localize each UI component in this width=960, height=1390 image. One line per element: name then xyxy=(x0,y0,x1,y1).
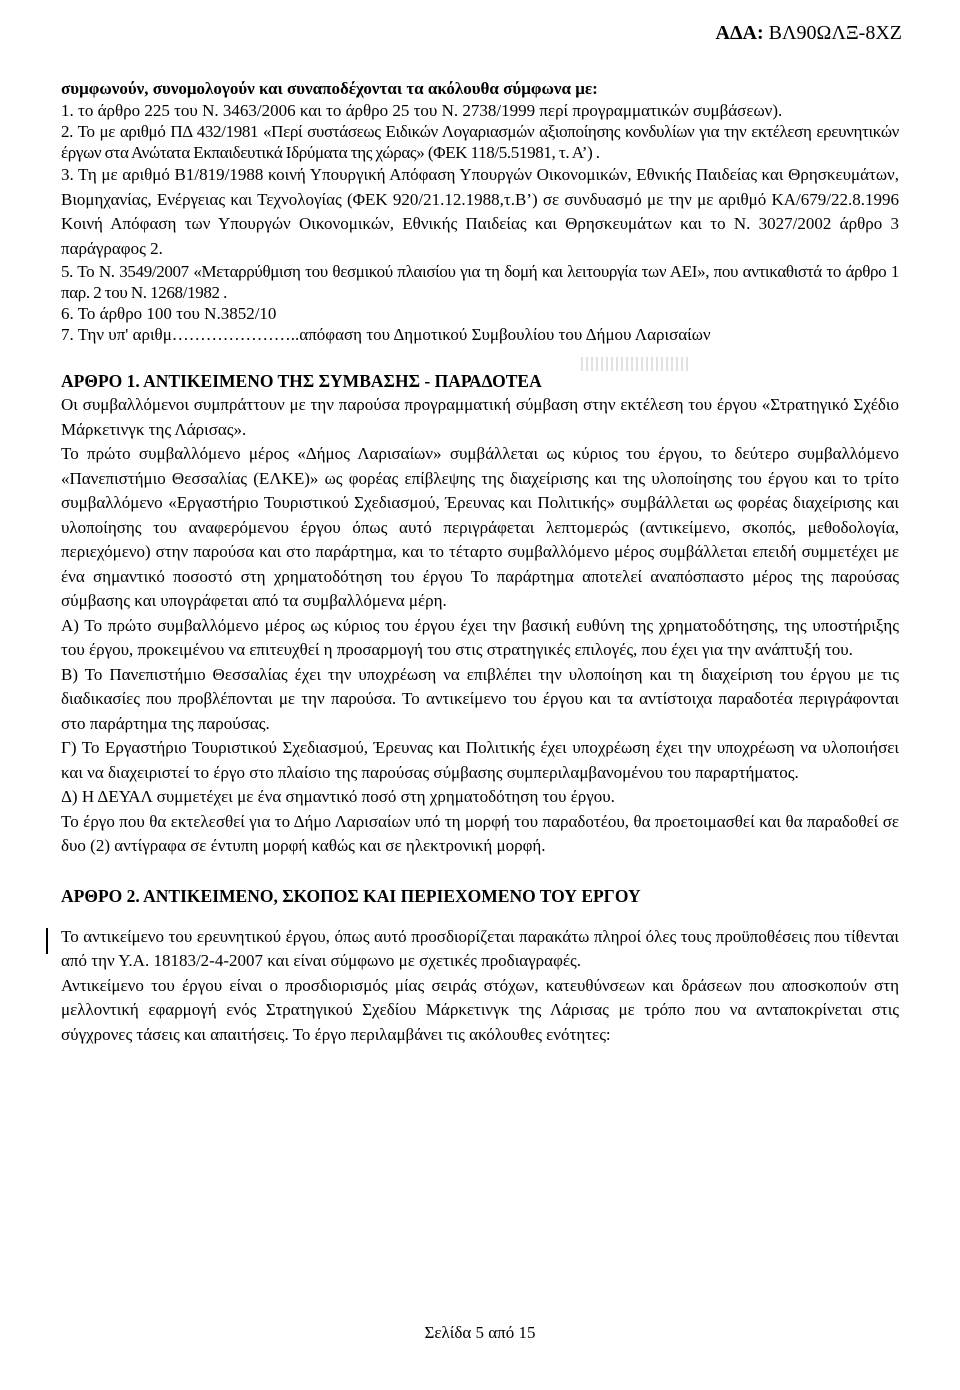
article-1-paragraph: Α) Το πρώτο συμβαλλόμενο μέρος ως κύριος του έργου έχει την βασική ευθύνη της χρηματοδότησης, της υποστήριξης του έργου, προκειμένου να επιτευχθεί η προσαρμογή του στις στρατηγικές επιλογές, που έχει για την ανάπτυξή του. xyxy=(61,615,899,659)
legal-item-3: 3. Τη με αριθμό Β1/819/1988 κοινή Υπουργική Απόφαση Υπουργών Οικονομικών, Εθνικής Παιδείας και Θρησκευμάτων, Βιομηχανίας, Ενέργειας και Τεχνολογίας (ΦΕΚ 920/21.12.1988,τ.Β’) σε συνδυασμό με την με αριθμό ΚΑ/679/22.8.1996 Κοινή Απόφαση των Υπουργών Οικονομικών, Εθνικής Παιδείας και Θρησκευμάτων και το Ν. 3027/2002 άρθρο 3 παράγραφος 2. xyxy=(61,165,899,258)
ada-code: ΒΛ90ΩΛΞ-8ΧΖ xyxy=(768,22,902,44)
ada-label: ΑΔΑ: xyxy=(715,22,764,44)
article-1-title xyxy=(61,371,899,392)
article-1-paragraph: Οι συμβαλλόμενοι συμπράττουν με την παρούσα προγραμματική σύμβαση στην εκτέλεση του έργου «Στρατηγικό Σχέδιο Μάρκετινγκ της Λάρισας». xyxy=(61,395,899,439)
article-1-paragraph: Το πρώτο συμβαλλόμενο μέρος «Δήμος Λαρισαίων» συμβάλλεται ως κύριος του έργου, το δεύτερο συμβαλλόμενο «Πανεπιστήμιο Θεσσαλίας (ΕΛΚΕ)» ως φορέας επίβλεψης της διαχείρισης και της υλοποίησης του έργου και το τρίτο συμβαλλόμενο «Εργαστήριο Τουριστικού Σχεδιασμού, Έρευνας και Πολιτικής» συμβάλλεται ως φορέας διαχείρισης και υλοποίησης του αναφερόμενου έργου όπως αυτό περιγράφεται λεπτομερώς (αντικείμενο, σκοπός, μεθοδολογία, περιεχόμενο) στην παρούσα και στο παράρτημα, και το τέταρτο συμβαλλόμενο μέρος συμβάλλεται επειδή συμμετέχει με ένα σημαντικό ποσοστό στη χρηματοδότηση του έργου Το παράρτημα αποτελεί αναπόσπαστο μέρος της παρούσας σύμβασης και υπογράφεται από τα συμβαλλόμενα μέρη. xyxy=(61,444,899,610)
legal-item-7: 7. Την υπ' αριθμ…………………..απόφαση του Δημοτικού Συμβουλίου του Δήμου Λαρισαίων xyxy=(61,325,711,344)
legal-item-2: 2. Το με αριθμό ΠΔ 432/1981 «Περί συστάσεως Ειδικών Λογαριασμών αξιοποίησης κονδυλίων για την εκτέλεση ερευνητικών έργων στα Ανώτατα Εκπαιδευτικά Ιδρύματα της χώρας» (ΦΕΚ 118/5.51981, τ. Α’) . xyxy=(61,122,899,162)
legal-item-5: 5. Το Ν. 3549/2007 «Μεταρρύθμιση του θεσμικού πλαισίου για τη δομή και λειτουργία των ΑΕΙ», που αντικαθιστά το άρθρο 1 παρ. 2 του Ν. 1268/1982 . xyxy=(61,262,899,302)
legal-item-6: 6. Το άρθρο 100 του Ν.3852/10 xyxy=(61,304,277,323)
intro-text: συμφωνούν, συνομολογούν και συναποδέχονται τα ακόλουθα σύμφωνα με: xyxy=(61,79,598,98)
article-2-paragraph: Αντικείμενο του έργου είναι ο προσδιορισμός μίας σειράς στόχων, κατευθύνσεων και δράσεων που αποσκοπούν στη μελλοντική εφαρμογή ενός Στρατηγικού Σχεδίου Μάρκετινγκ της Λάρισας με τρόπο που να ανταποκρίνεται στις σύγχρονες τάσεις και απαιτήσεις. Το έργο περιλαμβάνει τις ακόλουθες ενότητες: xyxy=(61,975,899,1044)
document-body xyxy=(61,78,899,1047)
page-footer: Σελίδα 5 από 15 xyxy=(424,1323,536,1342)
revision-bar xyxy=(46,928,48,954)
ada-header xyxy=(716,22,902,45)
article-1-title-text: ΑΡΘΡΟ 1. ΑΝΤΙΚΕΙΜΕΝΟ ΤΗΣ ΣΥΜΒΑΣΗΣ - ΠΑΡΑΔΟΤΕΑ xyxy=(61,371,542,391)
article-1-paragraph: Το έργο που θα εκτελεσθεί για το Δήμο Λαρισαίων υπό τη μορφή του παραδοτέου, θα προετοιμασθεί και θα παραδοθεί σε δυο (2) αντίγραφα σε έντυπη μορφή καθώς και σε ηλεκτρονική μορφή. xyxy=(61,811,899,855)
legal-item-1: 1. το άρθρο 225 του Ν. 3463/2006 και το άρθρο 25 του Ν. 2738/1999 περί προγραμματικών συμβάσεων). xyxy=(61,101,783,120)
article-2-title: ΑΡΘΡΟ 2. ΑΝΤΙΚΕΙΜΕΝΟ, ΣΚΟΠΟΣ ΚΑΙ ΠΕΡΙΕΧΟΜΕΝΟ ΤΟΥ ΕΡΓΟΥ xyxy=(61,885,641,906)
article-1-paragraph: Δ) Η ΔΕΥΑΛ συμμετέχει με ένα σημαντικό ποσό στη χρηματοδότηση του έργου. xyxy=(61,787,615,806)
article-1-paragraph: Β) Το Πανεπιστήμιο Θεσσαλίας έχει την υποχρέωση να επιβλέπει την υλοποίηση και τη διαχείριση του έργου με τις διαδικασίες που προβλέπονται με την παρούσα. Το αντικείμενο του έργου και τα αντίστοιχα παραδοτέα περιγράφονται στο παράρτημα της παρούσας. xyxy=(61,664,899,733)
article-1-paragraph: Γ) Το Εργαστήριο Τουριστικού Σχεδιασμού, Έρευνας και Πολιτικής έχει υποχρέωση έχει την υποχρέωση να υλοποιήσει και να διαχειριστεί το έργο στο πλαίσιο της παρούσας σύμβασης συμπεριλαμβανομένου του παραρτήματος. xyxy=(61,738,899,782)
article-2-paragraph: Το αντικείμενο του ερευνητικού έργου, όπως αυτό προσδιορίζεται παρακάτω πληροί όλες τους προϋποθέσεις που τίθενται από την Υ.Α. 18183/2-4-2007 και είναι σύμφωνο με σχετικές προδιαγραφές. xyxy=(61,926,899,970)
scan-smudge xyxy=(581,357,691,371)
